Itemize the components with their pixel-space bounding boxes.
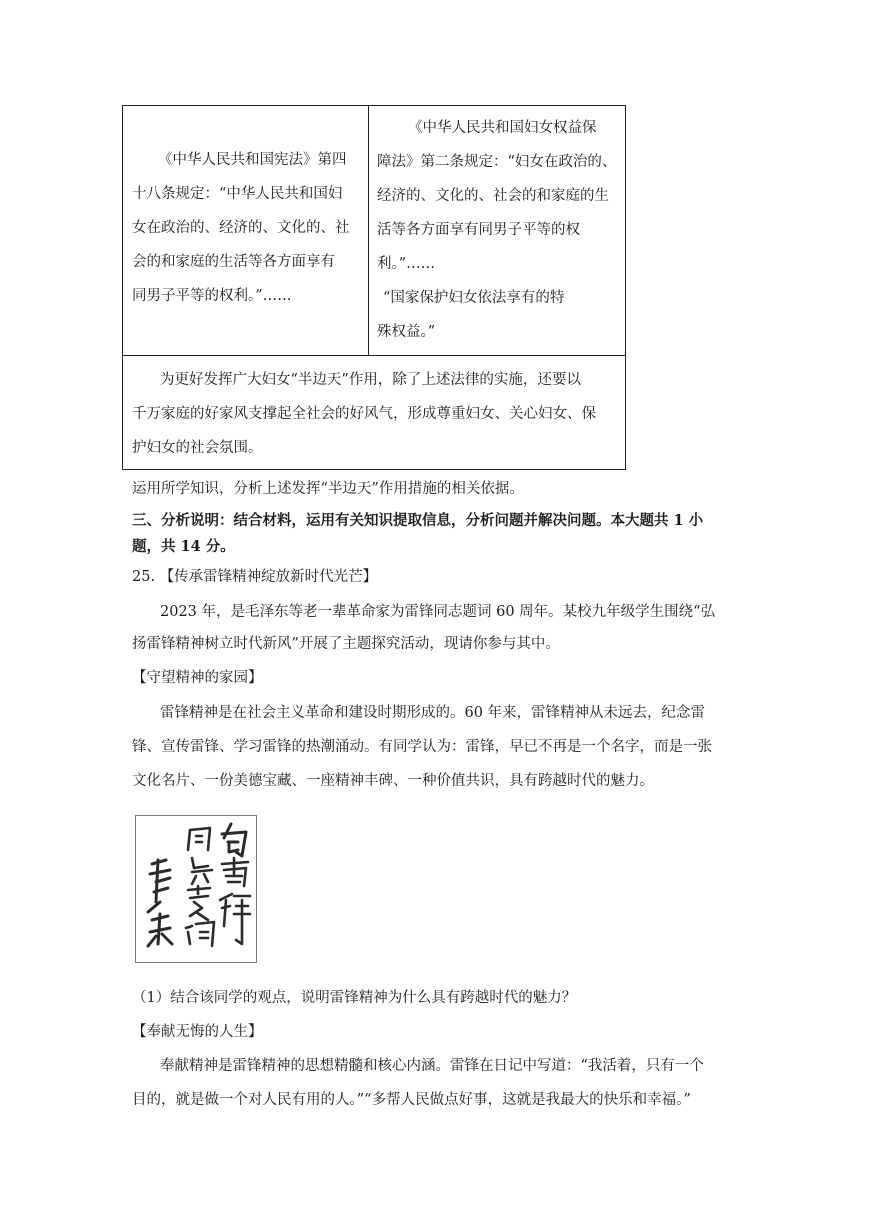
left-cell-line: 十八条规定：“中华人民共和国妇: [132, 186, 343, 202]
right-cell-line: 殊权益。”: [377, 324, 436, 340]
calligraphy-brush-strokes: [136, 816, 256, 962]
part1-heading: 【守望精神的家园】: [132, 670, 263, 686]
part2-text-line: 目的，就是做一个对人民有用的人。”“多帮人民做点好事，这就是我最大的快乐和幸福。”: [132, 1092, 691, 1108]
right-cell-line: 经济的、文化的、社会的和家庭的生: [377, 188, 609, 204]
part2-text-line: 奉献精神是雷锋精神的思想精髓和核心内涵。雷锋在日记中写道：“我活着，只有一个: [160, 1058, 704, 1074]
q25-intro-line: 扬雷锋精神树立时代新风”开展了主题探究活动，现请你参与其中。: [132, 636, 560, 652]
left-cell-line: 女在政治的、经济的、文化的、社: [132, 220, 350, 236]
table-divider-vertical: [368, 106, 369, 356]
right-cell-line: 障法》第二条规定：“妇女在政治的、: [377, 154, 617, 170]
part1-text-line: 雷锋精神是在社会主义革命和建设时期形成的。60 年来，雷锋精神从未远去，纪念雷: [160, 705, 706, 721]
part2-heading: 【奉献无悔的人生】: [132, 1024, 263, 1040]
right-cell-line: “国家保护妇女依法享有的特: [383, 290, 565, 306]
question-25-title: 25. 【传承雷锋精神绽放新时代光芒】: [132, 569, 378, 585]
part1-text-line: 锋、宣传雷锋、学习雷锋的热潮涌动。有同学认为：雷锋，早已不再是一个名字，而是一张: [132, 739, 712, 755]
q25-intro-line: 2023 年，是毛泽东等老一辈革命家为雷锋同志题词 60 周年。某校九年级学生围绕“弘: [160, 604, 716, 620]
section-three-heading-cont: 题，共 14 分。: [132, 538, 235, 555]
bottom-cell-line: 为更好发挥广大妇女“半边天”作用，除了上述法律的实施，还要以: [160, 372, 581, 388]
right-cell-line: 活等各方面享有同男子平等的权: [377, 222, 580, 238]
bottom-cell-line: 护妇女的社会氛围。: [132, 440, 263, 456]
section-three-heading: 三、分析说明：结合材料，运用有关知识提取信息，分析问题并解决问题。本大题共 1 小: [132, 512, 704, 529]
left-cell-line: 同男子平等的权利。”……: [132, 288, 292, 304]
question-1-prompt: （1）结合该同学的观点，说明雷锋精神为什么具有跨越时代的魅力？: [132, 990, 577, 1006]
bottom-cell-line: 千万家庭的好家风支撑起全社会的好风气，形成尊重妇女、关心妇女、保: [132, 406, 596, 422]
right-cell-line: 利。”……: [377, 256, 436, 272]
left-cell-line: 《中华人民共和国宪法》第四: [158, 152, 347, 168]
part1-text-line: 文化名片、一份美德宝藏、一座精神丰碑、一种价值共识，具有跨越时代的魅力。: [132, 773, 654, 789]
right-cell-line: 《中华人民共和国妇女权益保: [408, 120, 597, 136]
calligraphy-inscription-image: [135, 815, 257, 963]
question-24-prompt: 运用所学知识，分析上述发挥“半边天”作用措施的相关依据。: [132, 481, 524, 497]
left-cell-line: 会的和家庭的生活等各方面享有: [132, 254, 335, 270]
table-divider-horizontal: [123, 355, 625, 356]
